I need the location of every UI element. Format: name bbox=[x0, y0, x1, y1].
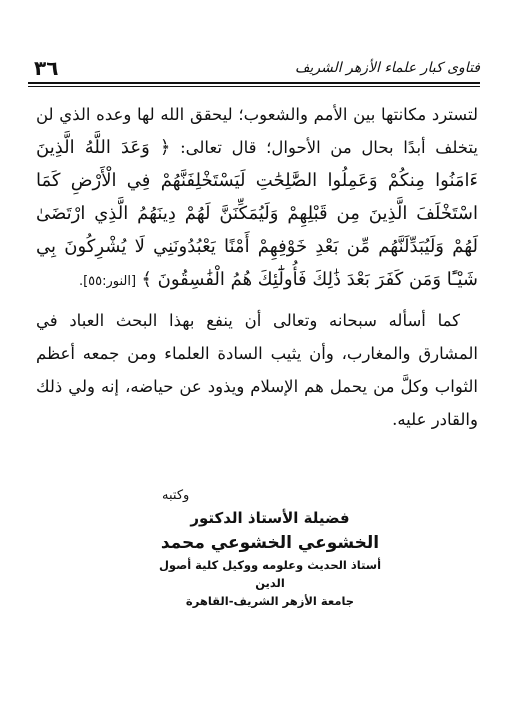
signature-name: الخشوعي الخشوعي محمد bbox=[160, 533, 380, 553]
body-text bbox=[36, 98, 478, 436]
paragraph-1-line-1: لتسترد مكانتها بين الأمم والشعوب؛ ليحقق الله لها وعده الذي bbox=[59, 105, 479, 124]
header-rule-thin bbox=[28, 86, 480, 87]
signature-position: أستاذ الحديث وعلومه ووكيل كلية أصول الدين bbox=[158, 558, 382, 590]
header-rule-thick bbox=[28, 82, 480, 84]
quran-verse: ﴿ وَعَدَ اللَّهُ الَّذِينَ ءَامَنُوا مِنكُمْ وَعَمِلُوا الصَّٰلِحَٰتِ لَيَسْتَخْلِفَنَّهُمْ فِي الْأَرْضِ كَمَا اسْتَخْلَفَ الَّذِينَ مِن قَبْلِهِمْ وَلَيُمَكِّنَنَّ لَهُمْ دِينَهُمُ الَّذِي ارْتَضَىٰ لَهُمْ وَلَيُبَدِّلَنَّهُم مِّن بَعْدِ خَوْفِهِمْ أَمْنًا يَعْبُدُونَنِي لَا يُشْرِكُونَ بِي شَيْـًٔا وَمَن كَفَرَ بَعْدَ ذَٰلِكَ فَأُولَٰٓئِكَ هُمُ الْفَٰسِقُونَ ﴾ bbox=[36, 137, 478, 290]
signature-block bbox=[150, 486, 390, 610]
page-number: ٣٦ bbox=[34, 56, 59, 80]
page-header bbox=[28, 55, 480, 85]
signature-institution: جامعة الأزهر الشريف-القاهرة bbox=[185, 594, 355, 608]
signature-intro: وكتبه bbox=[162, 488, 190, 503]
signature-title: فضيلة الأستاذ الدكتور bbox=[190, 509, 350, 527]
running-title: فتاوى كبار علماء الأزهر الشريف bbox=[294, 60, 480, 76]
verse-reference: [النور:٥٥]. bbox=[78, 274, 137, 289]
paragraph-2: كما أسأله سبحانه وتعالى أن ينفع بهذا البحث العباد في المشارق والمغارب، وأن يثيب السادة العلماء ومن جمعه أعظم الثواب وكلَّ من يحمل هم الإسلام ويذود عن حياضه، إنه ولي ذلك والقادر عليه. bbox=[36, 311, 478, 429]
paragraph-1-line-2: لن يتخلف أبدًا بحال من الأحوال؛ قال تعالى: bbox=[36, 105, 479, 157]
paragraph-1 bbox=[36, 98, 478, 298]
